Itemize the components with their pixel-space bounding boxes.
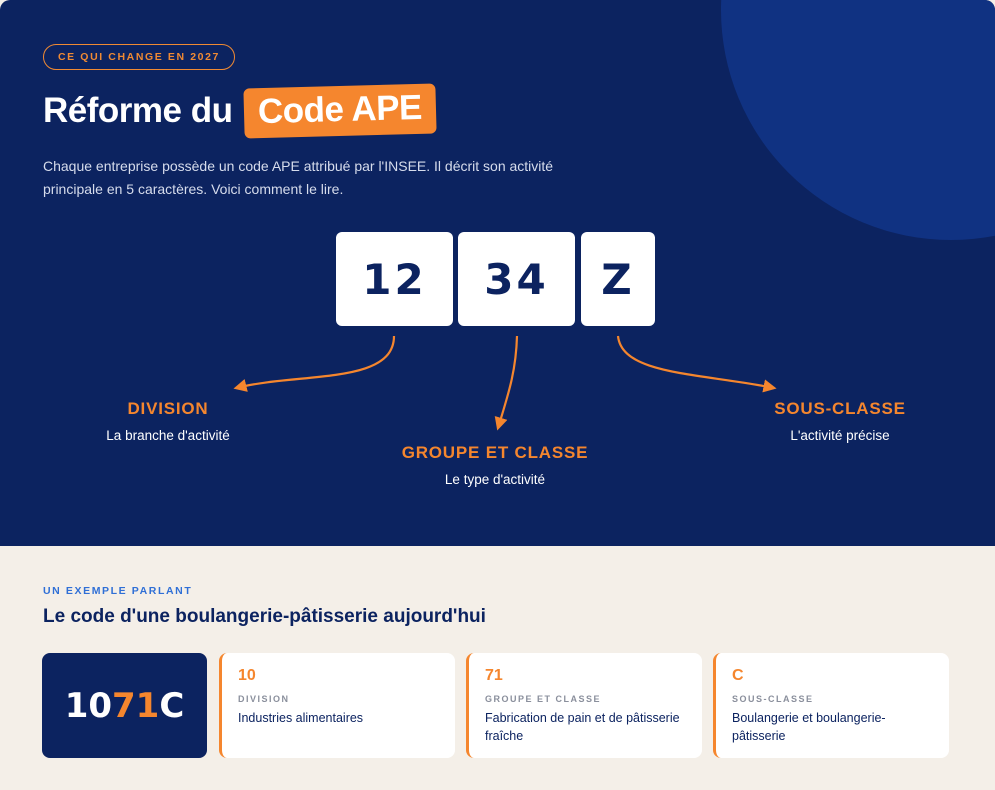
card-label: DIVISION <box>238 694 290 704</box>
card-value: 71 <box>485 667 503 684</box>
title-prefix: Réforme du <box>43 91 233 130</box>
part-subclass-label: SOUS-CLASSE <box>774 399 906 418</box>
example-card-group-class <box>466 653 702 758</box>
example-code <box>42 653 207 758</box>
year-badge: CE QUI CHANGE EN 2027 <box>43 44 235 70</box>
example-kicker: UN EXEMPLE PARLANT <box>43 585 193 597</box>
example-card-subclass <box>713 653 949 758</box>
intro-text: Chaque entreprise possède un code APE attribué par l'INSEE. Il décrit son activité principale en 5 caractères. Voici comment le lire. <box>43 158 554 197</box>
part-division-desc: La branche d'activité <box>106 428 230 443</box>
part-subclass <box>740 399 940 443</box>
card-value: 10 <box>238 667 256 684</box>
example-code-group: 71 <box>112 685 160 726</box>
title-highlight: Code APE <box>244 83 437 138</box>
arrow-group-class <box>498 336 517 428</box>
part-division <box>68 399 268 443</box>
example-code-subclass: C <box>159 685 185 726</box>
code-box-subclass: Z <box>581 232 655 326</box>
arrow-division <box>236 336 394 388</box>
example-card-division <box>219 653 455 758</box>
card-label: SOUS-CLASSE <box>732 694 814 704</box>
part-subclass-desc: L'activité précise <box>790 428 890 443</box>
card-label: GROUPE ET CLASSE <box>485 694 602 704</box>
card-text: Boulangerie et boulangerie-pâtisserie <box>732 711 886 743</box>
arrow-subclass <box>618 336 774 388</box>
part-group-class-label: GROUPE ET CLASSE <box>401 443 589 462</box>
example-code-division: 10 <box>64 685 113 726</box>
example-title: Le code d'une boulangerie-pâtisserie aujourd'hui <box>43 606 486 627</box>
card-value: C <box>732 667 744 684</box>
part-group-class-desc: Le type d'activité <box>444 472 546 487</box>
part-division-label: DIVISION <box>127 399 209 418</box>
code-box-division: 12 <box>336 232 453 326</box>
part-group-class <box>375 443 615 487</box>
card-text: Industries alimentaires <box>238 711 364 725</box>
code-box-group-class: 34 <box>458 232 575 326</box>
card-text: Fabrication de pain et de pâtisserie fraîche <box>485 711 680 743</box>
